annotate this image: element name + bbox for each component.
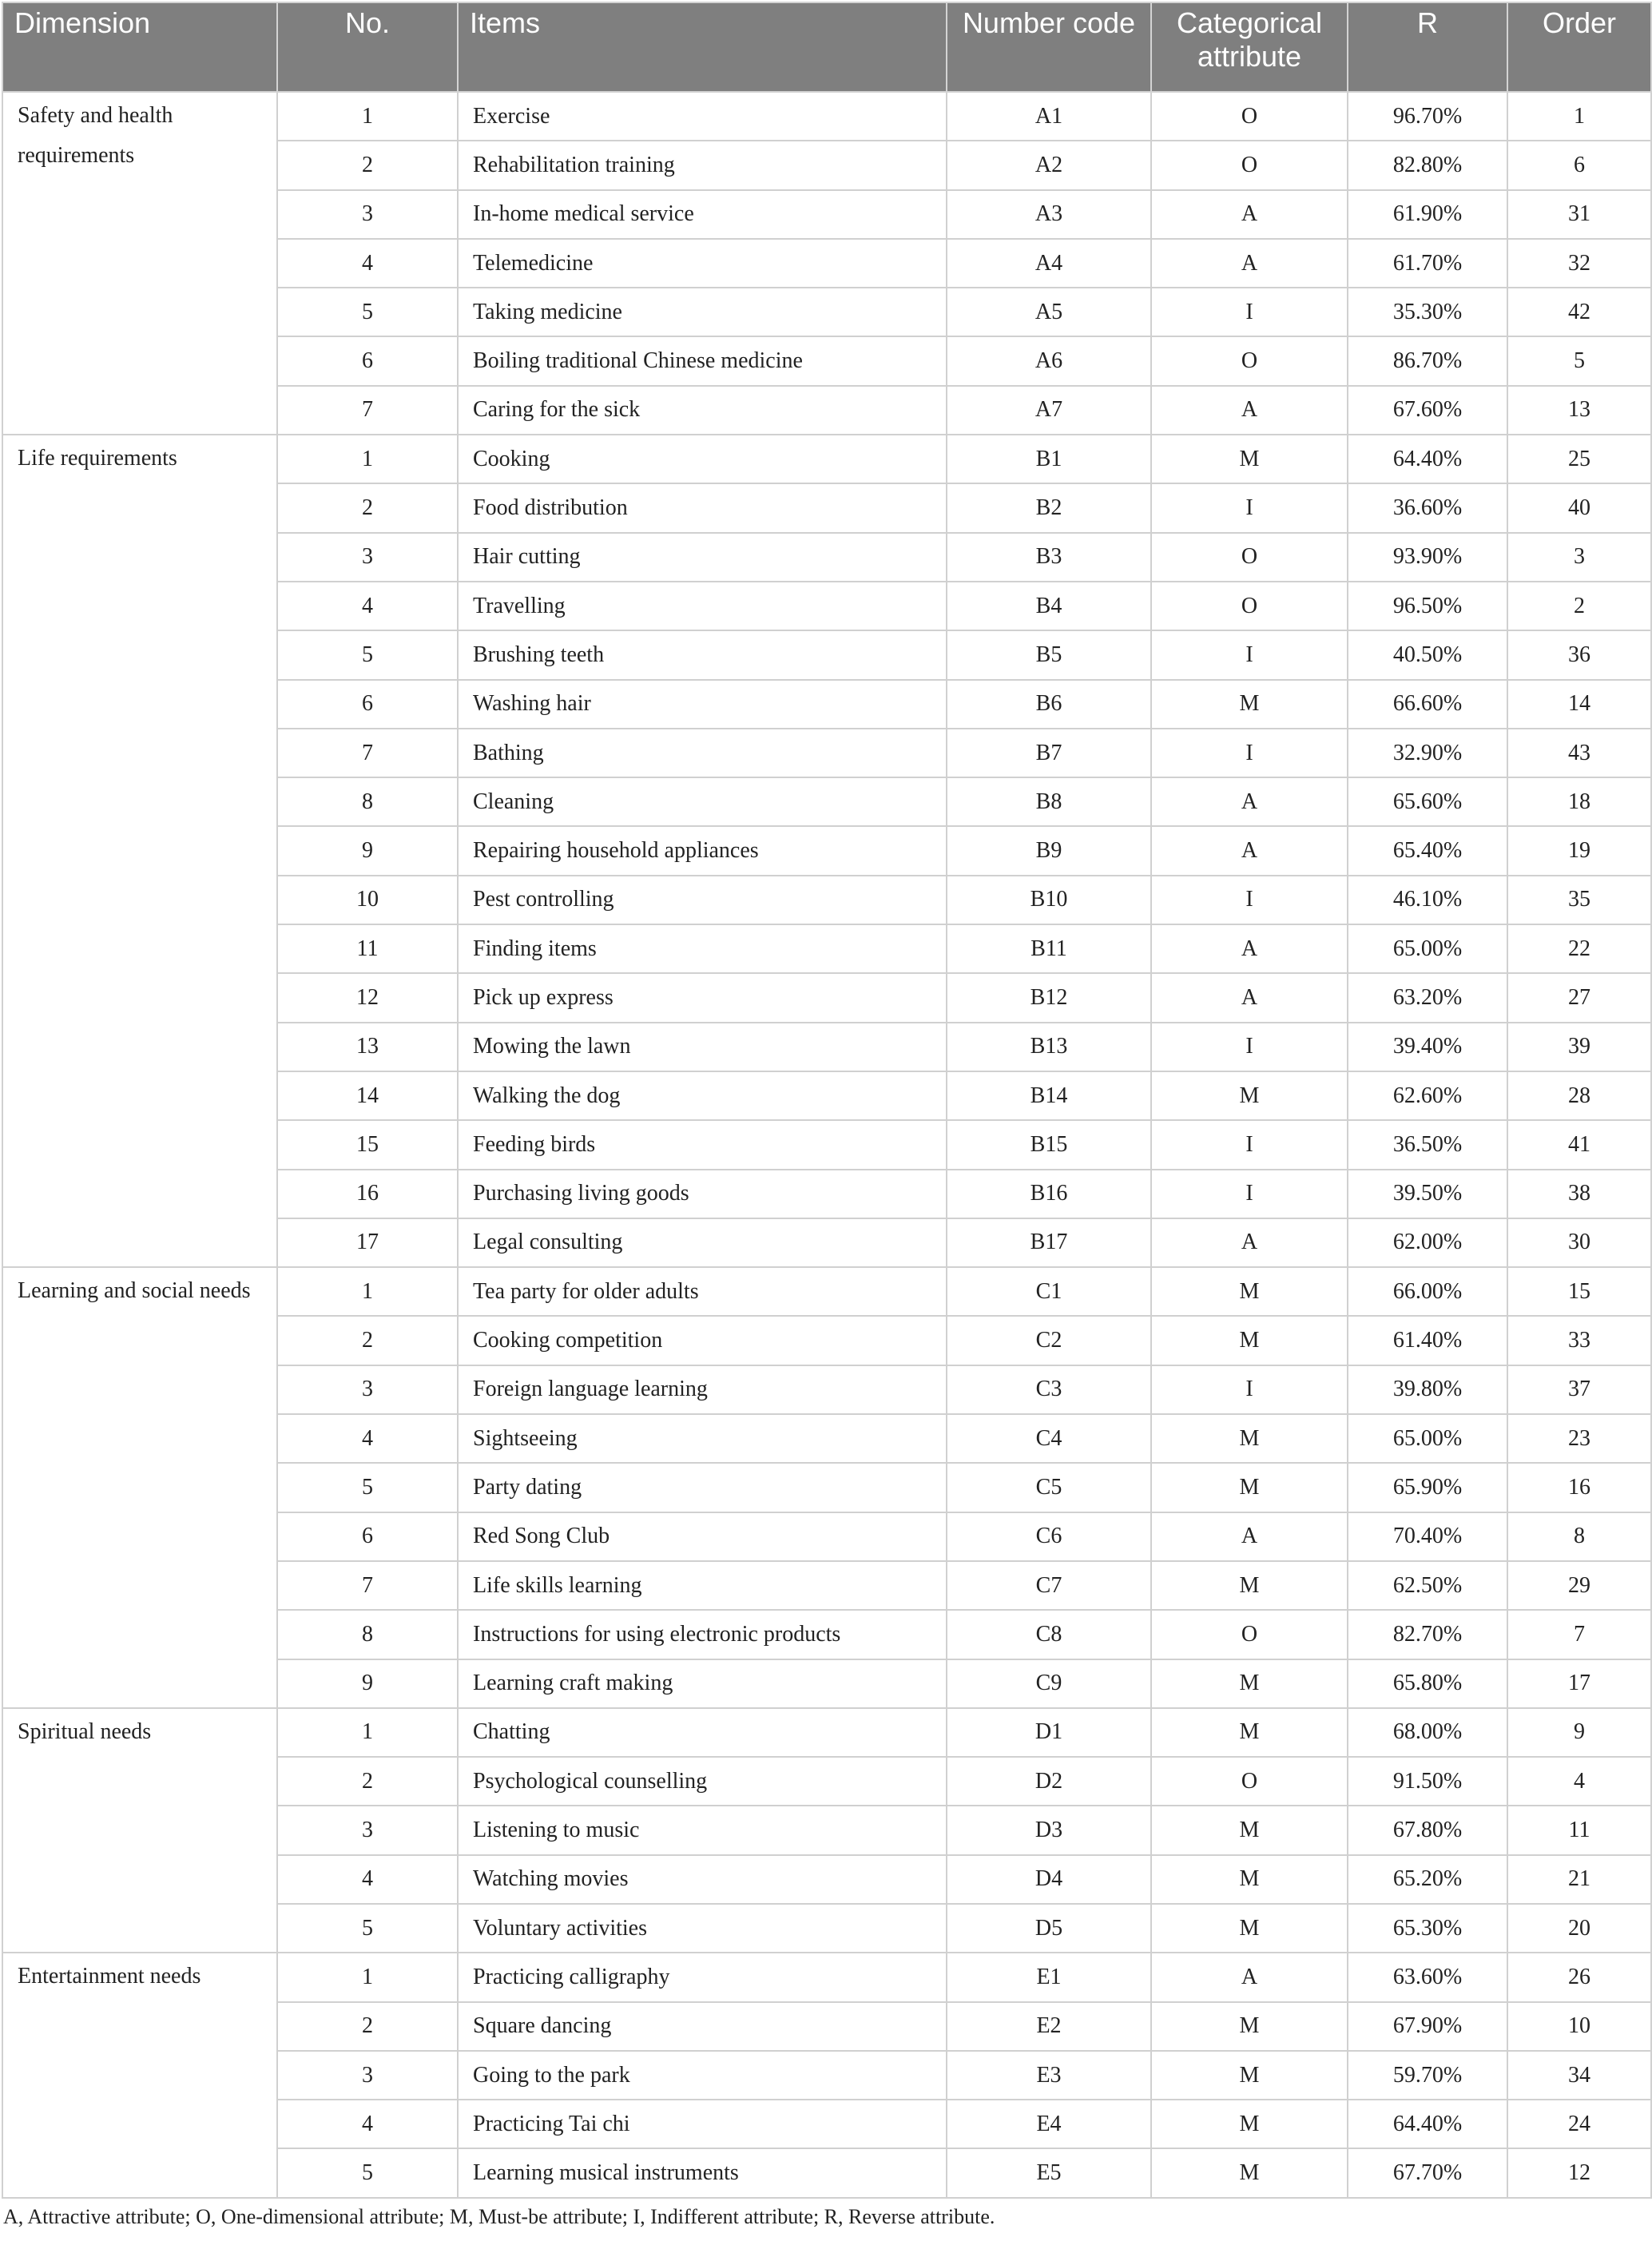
item-name: Hair cutting — [458, 533, 947, 582]
r-value: 65.20% — [1348, 1855, 1507, 1904]
r-value: 66.00% — [1348, 1267, 1507, 1316]
row-number: 6 — [277, 680, 458, 729]
row-number: 4 — [277, 582, 458, 630]
categorical-attribute: I — [1151, 288, 1348, 336]
categorical-attribute: O — [1151, 1610, 1348, 1659]
order-rank: 1 — [1507, 92, 1651, 141]
item-name: Brushing teeth — [458, 630, 947, 679]
row-number: 8 — [277, 777, 458, 826]
item-name: Psychological counselling — [458, 1757, 947, 1806]
categorical-attribute: M — [1151, 1414, 1348, 1463]
dimension-cell: Learning and social needs — [2, 1267, 277, 1708]
order-rank: 5 — [1507, 336, 1651, 385]
categorical-attribute: I — [1151, 729, 1348, 777]
dimension-cell: Spiritual needs — [2, 1708, 277, 1953]
number-code: B5 — [947, 630, 1151, 679]
categorical-attribute: A — [1151, 190, 1348, 239]
item-name: Learning musical instruments — [458, 2148, 947, 2197]
row-number: 5 — [277, 1904, 458, 1953]
order-rank: 21 — [1507, 1855, 1651, 1904]
number-code: B4 — [947, 582, 1151, 630]
item-name: In-home medical service — [458, 190, 947, 239]
item-name: Telemedicine — [458, 239, 947, 288]
row-number: 4 — [277, 2100, 458, 2148]
row-number: 1 — [277, 1267, 458, 1316]
number-code: B14 — [947, 1071, 1151, 1120]
item-name: Red Song Club — [458, 1512, 947, 1561]
order-rank: 17 — [1507, 1659, 1651, 1708]
header-items: Items — [458, 2, 947, 92]
categorical-attribute: O — [1151, 141, 1348, 189]
number-code: B12 — [947, 973, 1151, 1022]
number-code: B11 — [947, 924, 1151, 973]
order-rank: 43 — [1507, 729, 1651, 777]
categorical-attribute: M — [1151, 2148, 1348, 2197]
order-rank: 40 — [1507, 483, 1651, 532]
categorical-attribute: A — [1151, 386, 1348, 435]
r-value: 35.30% — [1348, 288, 1507, 336]
item-name: Cleaning — [458, 777, 947, 826]
item-name: Sightseeing — [458, 1414, 947, 1463]
number-code: D5 — [947, 1904, 1151, 1953]
r-value: 96.70% — [1348, 92, 1507, 141]
number-code: C1 — [947, 1267, 1151, 1316]
r-value: 82.70% — [1348, 1610, 1507, 1659]
number-code: C5 — [947, 1463, 1151, 1512]
r-value: 39.40% — [1348, 1023, 1507, 1071]
row-number: 4 — [277, 1414, 458, 1463]
order-rank: 33 — [1507, 1316, 1651, 1365]
item-name: Purchasing living goods — [458, 1170, 947, 1218]
categorical-attribute: A — [1151, 924, 1348, 973]
number-code: C3 — [947, 1365, 1151, 1414]
number-code: B17 — [947, 1218, 1151, 1267]
number-code: B1 — [947, 435, 1151, 483]
categorical-attribute: M — [1151, 1806, 1348, 1854]
item-name: Travelling — [458, 582, 947, 630]
categorical-attribute: A — [1151, 1512, 1348, 1561]
item-name: Going to the park — [458, 2051, 947, 2100]
order-rank: 41 — [1507, 1120, 1651, 1169]
r-value: 67.90% — [1348, 2002, 1507, 2051]
row-number: 2 — [277, 1316, 458, 1365]
order-rank: 6 — [1507, 141, 1651, 189]
row-number: 5 — [277, 2148, 458, 2197]
categorical-attribute: O — [1151, 92, 1348, 141]
row-number: 6 — [277, 336, 458, 385]
row-number: 2 — [277, 483, 458, 532]
row-number: 3 — [277, 533, 458, 582]
row-number: 1 — [277, 92, 458, 141]
categorical-attribute: M — [1151, 2002, 1348, 2051]
row-number: 1 — [277, 1708, 458, 1757]
r-value: 70.40% — [1348, 1512, 1507, 1561]
number-code: B10 — [947, 876, 1151, 924]
r-value: 32.90% — [1348, 729, 1507, 777]
row-number: 11 — [277, 924, 458, 973]
row-number: 2 — [277, 141, 458, 189]
categorical-attribute: A — [1151, 826, 1348, 875]
row-number: 7 — [277, 1561, 458, 1610]
order-rank: 38 — [1507, 1170, 1651, 1218]
r-value: 61.90% — [1348, 190, 1507, 239]
r-value: 64.40% — [1348, 435, 1507, 483]
row-number: 3 — [277, 1365, 458, 1414]
categorical-attribute: I — [1151, 1365, 1348, 1414]
number-code: C8 — [947, 1610, 1151, 1659]
header-categorical-attribute: Categorical attribute — [1151, 2, 1348, 92]
r-value: 93.90% — [1348, 533, 1507, 582]
row-number: 5 — [277, 288, 458, 336]
row-number: 3 — [277, 2051, 458, 2100]
categorical-attribute: M — [1151, 1659, 1348, 1708]
item-name: Food distribution — [458, 483, 947, 532]
order-rank: 20 — [1507, 1904, 1651, 1953]
number-code: D3 — [947, 1806, 1151, 1854]
item-name: Cooking competition — [458, 1316, 947, 1365]
categorical-attribute: I — [1151, 876, 1348, 924]
table-header-row — [2, 2, 1651, 92]
r-value: 62.60% — [1348, 1071, 1507, 1120]
dimension-cell: Life requirements — [2, 435, 277, 1267]
row-number: 12 — [277, 973, 458, 1022]
r-value: 65.00% — [1348, 1414, 1507, 1463]
table-row — [2, 1708, 1651, 1757]
r-value: 61.40% — [1348, 1316, 1507, 1365]
categorical-attribute: O — [1151, 582, 1348, 630]
order-rank: 8 — [1507, 1512, 1651, 1561]
categorical-attribute: M — [1151, 2100, 1348, 2148]
item-name: Repairing household appliances — [458, 826, 947, 875]
r-value: 39.80% — [1348, 1365, 1507, 1414]
r-value: 46.10% — [1348, 876, 1507, 924]
order-rank: 35 — [1507, 876, 1651, 924]
order-rank: 13 — [1507, 386, 1651, 435]
row-number: 3 — [277, 190, 458, 239]
r-value: 67.70% — [1348, 2148, 1507, 2197]
number-code: A1 — [947, 92, 1151, 141]
item-name: Listening to music — [458, 1806, 947, 1854]
item-name: Life skills learning — [458, 1561, 947, 1610]
number-code: E5 — [947, 2148, 1151, 2197]
item-name: Exercise — [458, 92, 947, 141]
order-rank: 12 — [1507, 2148, 1651, 2197]
r-value: 67.80% — [1348, 1806, 1507, 1854]
row-number: 6 — [277, 1512, 458, 1561]
number-code: E2 — [947, 2002, 1151, 2051]
row-number: 4 — [277, 239, 458, 288]
item-name: Party dating — [458, 1463, 947, 1512]
table-row — [2, 92, 1651, 141]
number-code: A6 — [947, 336, 1151, 385]
row-number: 7 — [277, 386, 458, 435]
r-value: 36.50% — [1348, 1120, 1507, 1169]
r-value: 65.00% — [1348, 924, 1507, 973]
number-code: C4 — [947, 1414, 1151, 1463]
item-name: Feeding birds — [458, 1120, 947, 1169]
row-number: 7 — [277, 729, 458, 777]
order-rank: 19 — [1507, 826, 1651, 875]
number-code: B6 — [947, 680, 1151, 729]
order-rank: 26 — [1507, 1953, 1651, 2001]
r-value: 62.00% — [1348, 1218, 1507, 1267]
r-value: 63.60% — [1348, 1953, 1507, 2001]
dimension-cell: Entertainment needs — [2, 1953, 277, 2197]
item-name: Chatting — [458, 1708, 947, 1757]
r-value: 65.40% — [1348, 826, 1507, 875]
item-name: Foreign language learning — [458, 1365, 947, 1414]
number-code: B7 — [947, 729, 1151, 777]
number-code: B13 — [947, 1023, 1151, 1071]
number-code: C9 — [947, 1659, 1151, 1708]
order-rank: 37 — [1507, 1365, 1651, 1414]
r-value: 39.50% — [1348, 1170, 1507, 1218]
table-footnote: A, Attractive attribute; O, One-dimensional attribute; M, Must-be attribute; I, Indifferent attribute; R, Reverse attribute. — [3, 2205, 995, 2228]
row-number: 17 — [277, 1218, 458, 1267]
categorical-attribute: M — [1151, 1463, 1348, 1512]
r-value: 36.60% — [1348, 483, 1507, 532]
kano-attributes-table — [2, 2, 1652, 2199]
header-number-code: Number code — [947, 2, 1151, 92]
item-name: Boiling traditional Chinese medicine — [458, 336, 947, 385]
order-rank: 30 — [1507, 1218, 1651, 1267]
row-number: 4 — [277, 1855, 458, 1904]
order-rank: 22 — [1507, 924, 1651, 973]
item-name: Practicing calligraphy — [458, 1953, 947, 2001]
header-r: R — [1348, 2, 1507, 92]
number-code: D2 — [947, 1757, 1151, 1806]
categorical-attribute: M — [1151, 1316, 1348, 1365]
order-rank: 34 — [1507, 2051, 1651, 2100]
item-name: Tea party for older adults — [458, 1267, 947, 1316]
item-name: Practicing Tai chi — [458, 2100, 947, 2148]
item-name: Bathing — [458, 729, 947, 777]
item-name: Caring for the sick — [458, 386, 947, 435]
order-rank: 36 — [1507, 630, 1651, 679]
categorical-attribute: A — [1151, 1953, 1348, 2001]
number-code: C6 — [947, 1512, 1151, 1561]
item-name: Rehabilitation training — [458, 141, 947, 189]
number-code: B9 — [947, 826, 1151, 875]
categorical-attribute: I — [1151, 1023, 1348, 1071]
table-row — [2, 1267, 1651, 1316]
row-number: 1 — [277, 1953, 458, 2001]
categorical-attribute: M — [1151, 1855, 1348, 1904]
r-value: 64.40% — [1348, 2100, 1507, 2148]
number-code: E1 — [947, 1953, 1151, 2001]
number-code: A4 — [947, 239, 1151, 288]
r-value: 82.80% — [1348, 141, 1507, 189]
number-code: A2 — [947, 141, 1151, 189]
row-number: 9 — [277, 1659, 458, 1708]
order-rank: 32 — [1507, 239, 1651, 288]
dimension-cell: Safety and health requirements — [2, 92, 277, 435]
r-value: 67.60% — [1348, 386, 1507, 435]
table-row — [2, 435, 1651, 483]
order-rank: 24 — [1507, 2100, 1651, 2148]
number-code: B15 — [947, 1120, 1151, 1169]
order-rank: 18 — [1507, 777, 1651, 826]
order-rank: 25 — [1507, 435, 1651, 483]
r-value: 65.90% — [1348, 1463, 1507, 1512]
item-name: Cooking — [458, 435, 947, 483]
categorical-attribute: I — [1151, 483, 1348, 532]
item-name: Watching movies — [458, 1855, 947, 1904]
item-name: Learning craft making — [458, 1659, 947, 1708]
order-rank: 16 — [1507, 1463, 1651, 1512]
order-rank: 9 — [1507, 1708, 1651, 1757]
r-value: 63.20% — [1348, 973, 1507, 1022]
table-row — [2, 1953, 1651, 2001]
order-rank: 10 — [1507, 2002, 1651, 2051]
number-code: B16 — [947, 1170, 1151, 1218]
number-code: A3 — [947, 190, 1151, 239]
row-number: 9 — [277, 826, 458, 875]
order-rank: 39 — [1507, 1023, 1651, 1071]
categorical-attribute: A — [1151, 777, 1348, 826]
r-value: 61.70% — [1348, 239, 1507, 288]
categorical-attribute: M — [1151, 1561, 1348, 1610]
categorical-attribute: O — [1151, 533, 1348, 582]
order-rank: 11 — [1507, 1806, 1651, 1854]
r-value: 96.50% — [1348, 582, 1507, 630]
categorical-attribute: M — [1151, 1071, 1348, 1120]
header-dimension: Dimension — [2, 2, 277, 92]
number-code: A5 — [947, 288, 1151, 336]
row-number: 2 — [277, 1757, 458, 1806]
number-code: A7 — [947, 386, 1151, 435]
item-name: Mowing the lawn — [458, 1023, 947, 1071]
r-value: 68.00% — [1348, 1708, 1507, 1757]
r-value: 62.50% — [1348, 1561, 1507, 1610]
item-name: Walking the dog — [458, 1071, 947, 1120]
categorical-attribute: A — [1151, 1218, 1348, 1267]
number-code: D4 — [947, 1855, 1151, 1904]
item-name: Pick up express — [458, 973, 947, 1022]
item-name: Voluntary activities — [458, 1904, 947, 1953]
number-code: D1 — [947, 1708, 1151, 1757]
number-code: E3 — [947, 2051, 1151, 2100]
order-rank: 31 — [1507, 190, 1651, 239]
number-code: E4 — [947, 2100, 1151, 2148]
categorical-attribute: A — [1151, 973, 1348, 1022]
order-rank: 2 — [1507, 582, 1651, 630]
categorical-attribute: M — [1151, 1904, 1348, 1953]
r-value: 65.30% — [1348, 1904, 1507, 1953]
categorical-attribute: A — [1151, 239, 1348, 288]
item-name: Square dancing — [458, 2002, 947, 2051]
number-code: C7 — [947, 1561, 1151, 1610]
categorical-attribute: O — [1151, 336, 1348, 385]
order-rank: 14 — [1507, 680, 1651, 729]
order-rank: 42 — [1507, 288, 1651, 336]
number-code: C2 — [947, 1316, 1151, 1365]
r-value: 59.70% — [1348, 2051, 1507, 2100]
r-value: 86.70% — [1348, 336, 1507, 385]
categorical-attribute: M — [1151, 435, 1348, 483]
row-number: 3 — [277, 1806, 458, 1854]
order-rank: 29 — [1507, 1561, 1651, 1610]
categorical-attribute: I — [1151, 1170, 1348, 1218]
number-code: B8 — [947, 777, 1151, 826]
categorical-attribute: O — [1151, 1757, 1348, 1806]
item-name: Pest controlling — [458, 876, 947, 924]
table-body — [2, 92, 1651, 2198]
categorical-attribute: I — [1151, 1120, 1348, 1169]
r-value: 40.50% — [1348, 630, 1507, 679]
item-name: Taking medicine — [458, 288, 947, 336]
header-order: Order — [1507, 2, 1651, 92]
categorical-attribute: M — [1151, 1267, 1348, 1316]
item-name: Legal consulting — [458, 1218, 947, 1267]
header-no: No. — [277, 2, 458, 92]
item-name: Instructions for using electronic products — [458, 1610, 947, 1659]
row-number: 2 — [277, 2002, 458, 2051]
order-rank: 23 — [1507, 1414, 1651, 1463]
r-value: 65.60% — [1348, 777, 1507, 826]
categorical-attribute: M — [1151, 2051, 1348, 2100]
number-code: B2 — [947, 483, 1151, 532]
order-rank: 7 — [1507, 1610, 1651, 1659]
order-rank: 28 — [1507, 1071, 1651, 1120]
r-value: 91.50% — [1348, 1757, 1507, 1806]
order-rank: 15 — [1507, 1267, 1651, 1316]
row-number: 15 — [277, 1120, 458, 1169]
row-number: 14 — [277, 1071, 458, 1120]
row-number: 13 — [277, 1023, 458, 1071]
order-rank: 3 — [1507, 533, 1651, 582]
order-rank: 4 — [1507, 1757, 1651, 1806]
row-number: 5 — [277, 630, 458, 679]
item-name: Washing hair — [458, 680, 947, 729]
categorical-attribute: I — [1151, 630, 1348, 679]
row-number: 8 — [277, 1610, 458, 1659]
categorical-attribute: M — [1151, 1708, 1348, 1757]
r-value: 65.80% — [1348, 1659, 1507, 1708]
order-rank: 27 — [1507, 973, 1651, 1022]
row-number: 1 — [277, 435, 458, 483]
categorical-attribute: M — [1151, 680, 1348, 729]
row-number: 10 — [277, 876, 458, 924]
row-number: 16 — [277, 1170, 458, 1218]
r-value: 66.60% — [1348, 680, 1507, 729]
row-number: 5 — [277, 1463, 458, 1512]
item-name: Finding items — [458, 924, 947, 973]
number-code: B3 — [947, 533, 1151, 582]
